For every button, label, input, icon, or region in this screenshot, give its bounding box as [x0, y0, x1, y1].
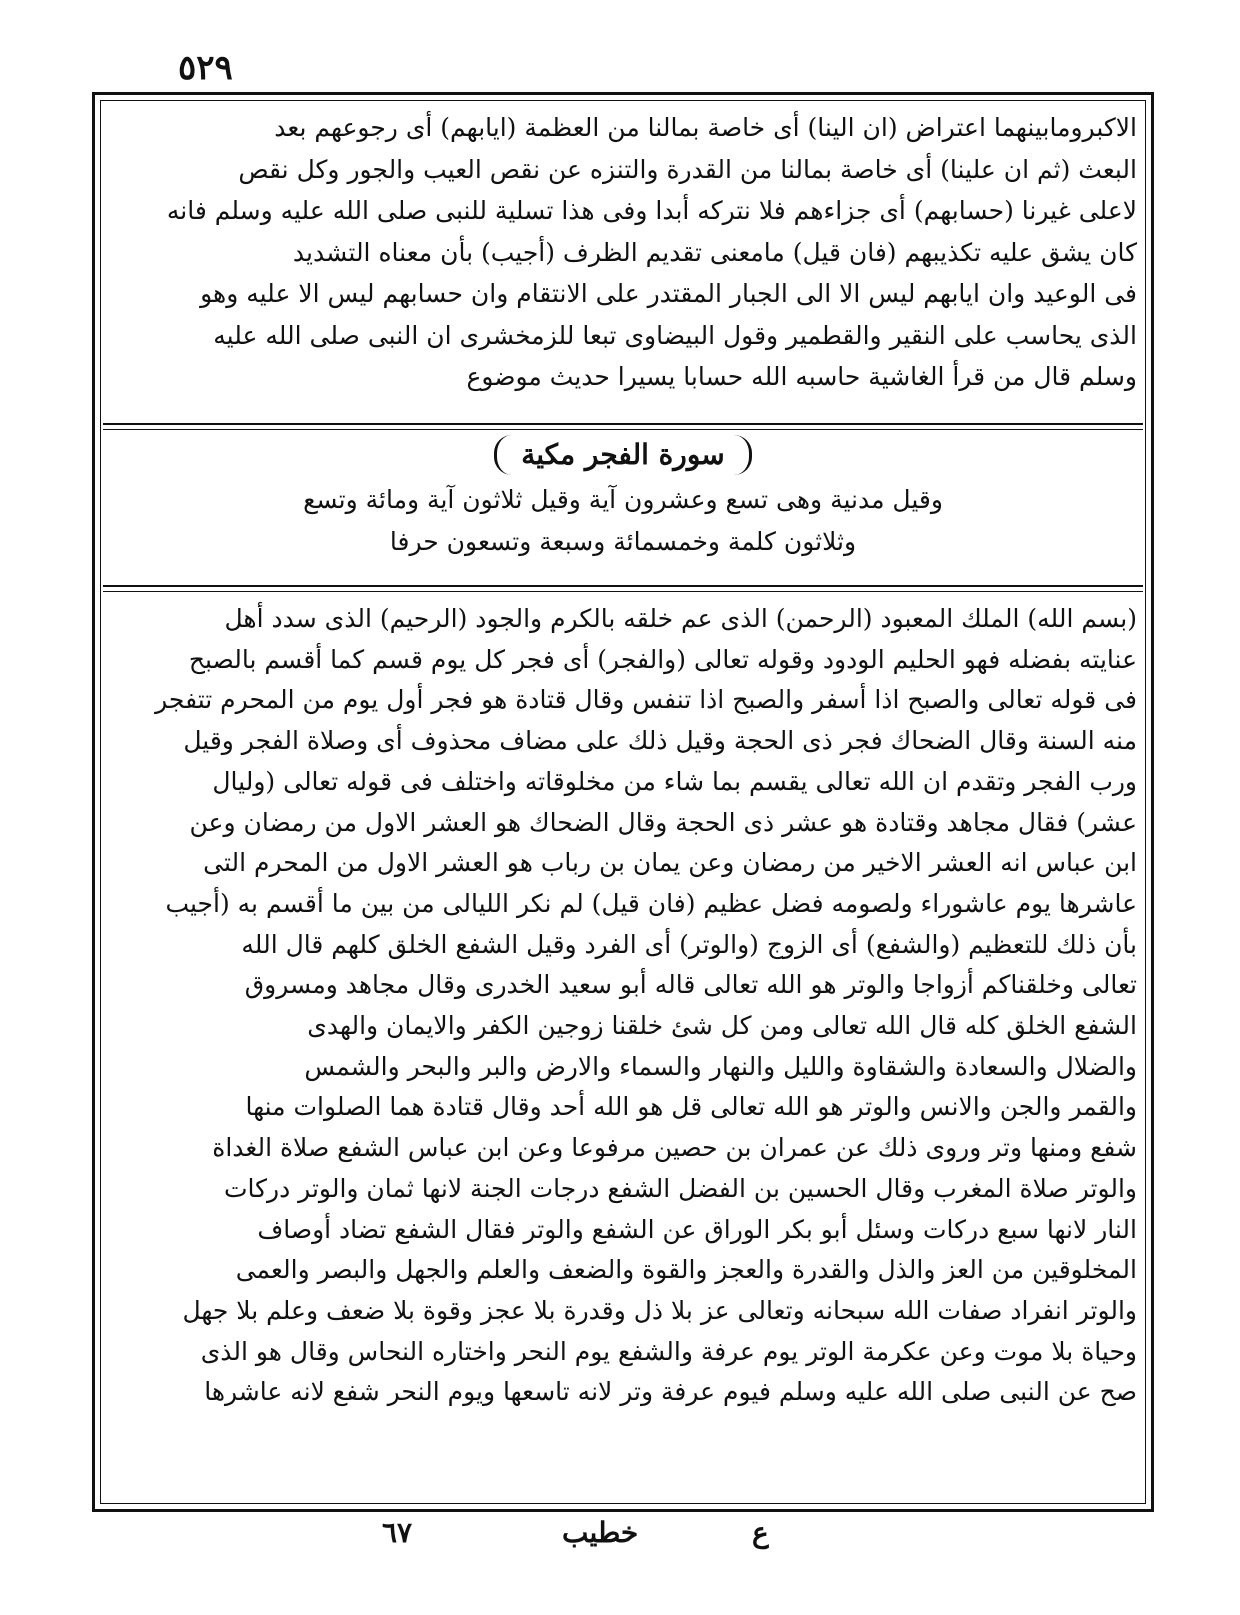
text-line: الاكبرومابينهما اعتراض (ان الينا) أى خاصة بمالنا من العظمة (ايابهم) أى رجوعهم بعد	[274, 113, 1137, 142]
footer-signature-number: ٦٧	[382, 1516, 413, 1549]
text-line: والوتر صلاة المغرب وقال الحسين بن الفضل الشفع درجات الجنة لانها ثمان والوتر دركات	[223, 1173, 1137, 1203]
text-line: وسلم قال من قرأ الغاشية حاسبه الله حسابا يسيرا حديث موضوع	[466, 362, 1137, 391]
text-line: والقمر والجن والانس والوتر هو الله تعالى قل هو الله أحد وقال قتادة هما الصلوات منها	[245, 1092, 1137, 1122]
text-line: فى قوله تعالى والصبح اذا أسفر والصبح اذا تنفس وقال قتادة هو فجر أول يوم من المحرم تتفجر	[155, 685, 1137, 715]
surah-title: سورة الفجر مكية	[494, 435, 752, 475]
text-line: الذى يحاسب على النقير والقطمير وقول البيضاوى تبعا للزمخشرى ان النبى صلى الله عليه	[213, 320, 1137, 350]
surah-subtitle	[95, 479, 1151, 563]
text-line: الشفع الخلق كله قال الله تعالى ومن كل شئ خلقنا زوجين الكفر والايمان والهدى	[307, 1011, 1137, 1041]
commentary-top	[109, 107, 1137, 398]
text-line: النار لانها سبع دركات وسئل أبو بكر الوراق عن الشفع والوتر فقال الشفع تضاد أوصاف	[257, 1214, 1137, 1244]
text-line: عشر) فقال مجاهد وقتادة هو عشر ذى الحجة وقال الضحاك هو العشر الاول من رمضان وعن	[189, 807, 1137, 837]
text-line: منه السنة وقال الضحاك فجر ذى الحجة وقيل ذلك على مضاف محذوف أى وصلاة الفجر وقيل	[183, 726, 1137, 756]
text-line: المخلوقين من العز والذل والقدرة والعجز والقوة والضعف والعلم والجهل والبصر والعمى	[235, 1255, 1137, 1285]
text-line: ابن عباس انه العشر الاخير من رمضان وعن يمان بن رباب هو العشر الاول من المحرم التى	[203, 848, 1137, 878]
text-line: ورب الفجر وتقدم ان الله تعالى يقسم بما شاء من مخلوقاته واختلف فى قوله تعالى (وليال	[212, 766, 1137, 796]
text-line: كان يشق عليه تكذيبهم (فان قيل) مامعنى تقديم الظرف (أجيب) بأن معناه التشديد	[292, 237, 1137, 267]
page-frame	[92, 92, 1154, 1512]
subtitle-line: وثلاثون كلمة وخمسمائة وسبعة وتسعون حرفا	[389, 527, 857, 556]
text-line: عاشرها يوم عاشوراء ولصومه فضل عظيم (فان قيل) لم نكر الليالى من بين ما أقسم به (أجيب	[165, 888, 1137, 918]
text-line: لاعلى غيرنا (حسابهم) أى جزاءهم فلا نتركه أبدا وفى هذا تسلية للنبى صلى الله عليه وسلم فانه	[166, 196, 1137, 225]
text-line: تعالى وخلقناكم أزواجا والوتر هو الله تعالى قاله أبو سعيد الخدرى وقال مجاهد ومسروق	[244, 970, 1137, 1000]
text-line: بأن ذلك للتعظيم (والشفع) أى الزوج (والوتر) أى الفرد وقيل الشفع الخلق كلهم قال الله	[241, 929, 1137, 959]
footer-signature-name: خطيب	[562, 1516, 639, 1549]
text-line: فى الوعيد وان ايابهم ليس الا الى الجبار المقتدر على الانتقام وان حسابهم ليس الا عليه وهو	[200, 279, 1137, 308]
commentary-main	[109, 599, 1137, 1413]
footer-signature-letter: ع	[752, 1516, 769, 1549]
page-footer	[92, 1516, 1154, 1566]
text-line: والوتر انفراد صفات الله سبحانه وتعالى عز بلا ذل وقدرة بلا عجز وقوة بلا ضعف وعلم بلا جهل	[182, 1295, 1137, 1325]
subtitle-line: وقيل مدنية وهى تسع وعشرون آية وقيل ثلاثون آية ومائة وتسع	[303, 485, 943, 514]
text-line: والضلال والسعادة والشقاوة والليل والنهار والسماء والارض والبر والبحر والشمس	[304, 1051, 1137, 1081]
text-line: البعث (ثم ان علينا) أى خاصة بمالنا من القدرة والتنزه عن نقص العيب والجور وكل نقص	[238, 154, 1137, 184]
page-number: ٥٢٩	[178, 48, 233, 88]
text-line: وحياة بلا موت وعن عكرمة الوتر يوم عرفة والشفع يوم النحر واختاره النحاس وقال هو الذى	[200, 1336, 1137, 1366]
text-line: (بسم الله) الملك المعبود (الرحمن) الذى عم خلقه بالكرم والجود (الرحيم) الذى سدد أهل	[224, 604, 1137, 633]
divider-bottom	[103, 585, 1143, 592]
divider-top	[103, 423, 1143, 430]
surah-heading	[95, 435, 1151, 563]
text-line: صح عن النبى صلى الله عليه وسلم فيوم عرفة وتر لانه تاسعها ويوم النحر شفع لانه عاشرها	[204, 1377, 1137, 1407]
text-line: شفع ومنها وتر وروى ذلك عن عمران بن حصين مرفوعا وعن ابن عباس الشفع صلاة الغداة	[212, 1133, 1137, 1163]
text-line: عنايته بفضله فهو الحليم الودود وقوله تعالى (والفجر) أى فجر كل يوم قسم كما أقسم بالصبح	[188, 644, 1137, 674]
